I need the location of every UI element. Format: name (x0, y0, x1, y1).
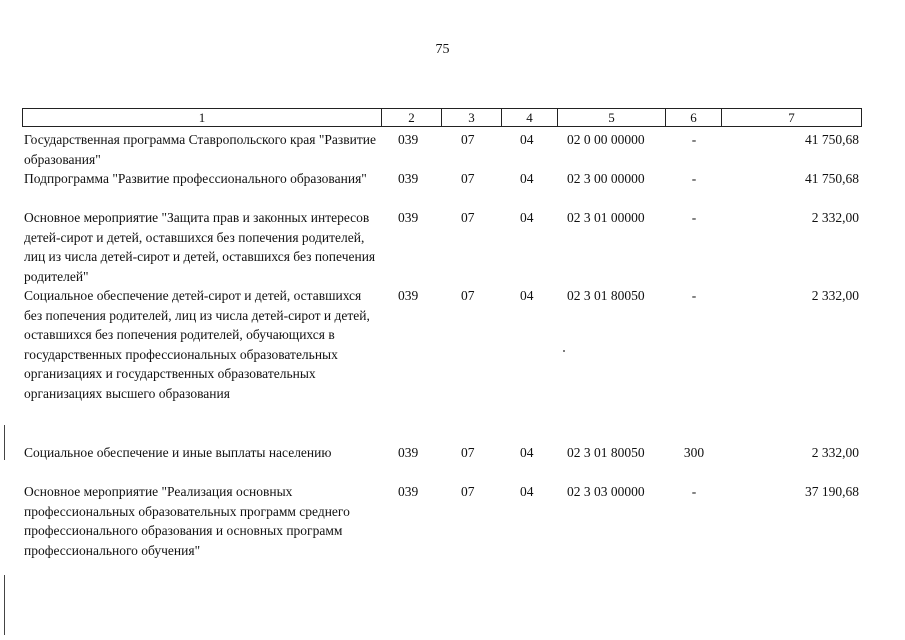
row-col3: 07 (461, 288, 475, 303)
row-col4: 04 (520, 171, 534, 186)
row-name: Социальное обеспечение и иные выплаты населению (24, 445, 332, 460)
row-name: Основное мероприятие "Защита прав и законных интересов детей-сирот и детей, оставшихся без попечения родителей, лиц из числа детей-сирот и детей, оставшихся без попечения родителей" (24, 210, 376, 284)
row-col2: 039 (398, 445, 419, 460)
page-number: 75 (435, 42, 450, 57)
column-header: 5 (557, 109, 665, 126)
scan-artifact-line (4, 575, 5, 635)
row-name: Государственная программа Ставропольского края "Развитие образования" (24, 132, 376, 167)
row-col4: 04 (520, 288, 534, 303)
row-amount: 41 750,68 (805, 132, 859, 147)
row-col5: 02 3 01 00000 (567, 210, 645, 225)
column-header: 4 (501, 109, 557, 126)
scan-artifact-line (4, 425, 5, 460)
row-amount: 41 750,68 (805, 171, 859, 186)
row-col3: 07 (461, 171, 475, 186)
scan-speck (563, 350, 565, 352)
table-header-row (22, 108, 862, 127)
row-col4: 04 (520, 210, 534, 225)
row-col2: 039 (398, 210, 419, 225)
row-name: Основное мероприятие "Реализация основных профессиональных образовательных программ среднего профессионального образования и основных программ профессионального обучения" (24, 484, 350, 558)
row-col4: 04 (520, 445, 534, 460)
column-header: 7 (721, 109, 861, 126)
row-col6: 300 (683, 445, 705, 460)
row-col2: 039 (398, 171, 419, 186)
row-col6: - (691, 288, 697, 303)
row-col6: - (691, 171, 697, 186)
row-amount: 2 332,00 (811, 445, 859, 460)
row-col3: 07 (461, 445, 475, 460)
column-header: 2 (381, 109, 441, 126)
row-col6: - (691, 132, 697, 147)
row-name: Подпрограмма "Развитие профессионального образования" (24, 171, 367, 186)
row-col5: 02 3 01 80050 (567, 445, 645, 460)
row-col6: - (691, 484, 697, 499)
row-col5: 02 0 00 00000 (567, 132, 645, 147)
column-header: 1 (198, 110, 206, 125)
column-header: 3 (441, 109, 501, 126)
row-amount: 37 190,68 (805, 484, 859, 499)
row-col5: 02 3 01 80050 (567, 288, 645, 303)
row-amount: 2 332,00 (811, 210, 859, 225)
row-col2: 039 (398, 484, 419, 499)
row-col2: 039 (398, 288, 419, 303)
row-col3: 07 (461, 210, 475, 225)
row-col4: 04 (520, 484, 534, 499)
column-header: 6 (665, 109, 721, 126)
row-col3: 07 (461, 132, 475, 147)
row-col6: - (691, 210, 697, 225)
row-col5: 02 3 03 00000 (567, 484, 645, 499)
row-col2: 039 (398, 132, 419, 147)
row-col4: 04 (520, 132, 534, 147)
row-col5: 02 3 00 00000 (567, 171, 645, 186)
row-name: Социальное обеспечение детей-сирот и детей, оставшихся без попечения родителей, лиц из числа детей-сирот и детей, оставшихся без попечения родителей, обучающихся в государственных профессиональных образовательных организациях и государственных образовательных организациях высшего образования (24, 288, 370, 401)
row-col3: 07 (461, 484, 475, 499)
row-amount: 2 332,00 (811, 288, 859, 303)
